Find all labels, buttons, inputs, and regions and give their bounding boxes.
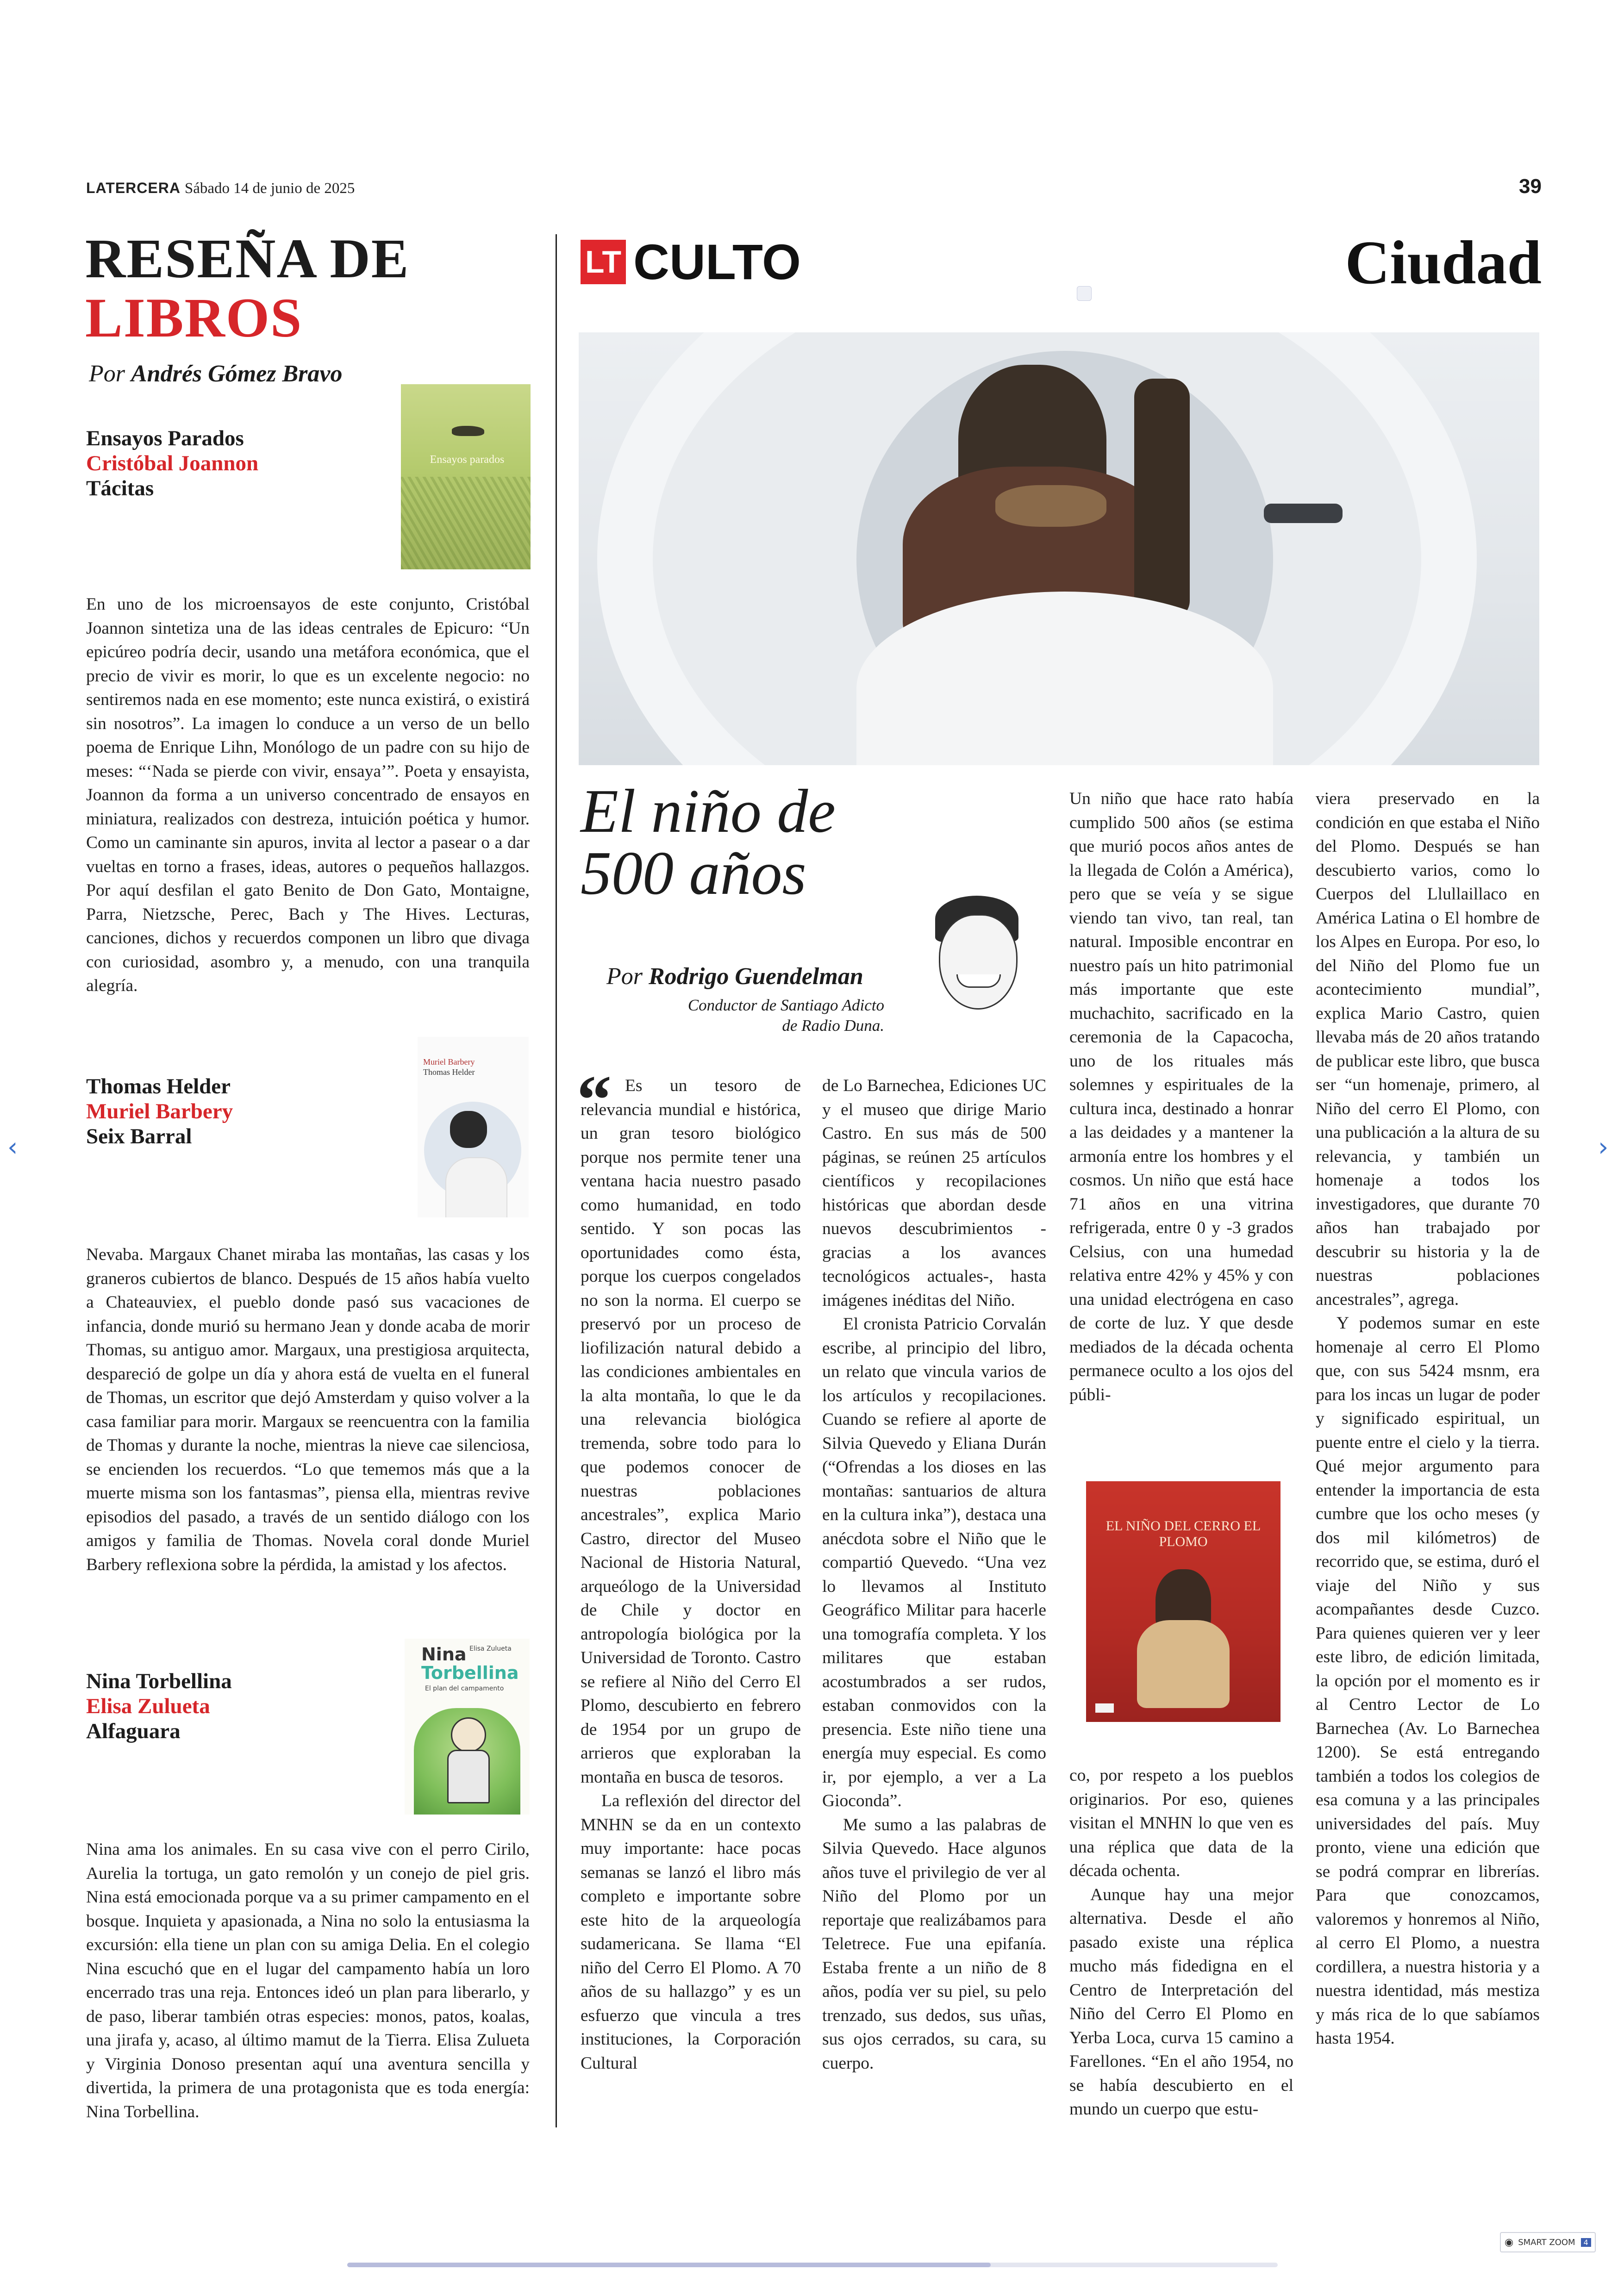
book-review-2	[86, 1243, 530, 1577]
issue-date: Sábado 14 de junio de 2025	[184, 180, 355, 197]
eye-icon: ◉	[1505, 2236, 1514, 2248]
previous-page-arrow-icon[interactable]: ‹	[7, 1132, 18, 1162]
book-review-3	[86, 1838, 530, 2124]
review-text: Nina ama los animales. En su casa vive con el perro Cirilo, Aurelia la tortuga, un gato remolón y un conejo de piel gris. Nina está emocionada porque va a su primer campamento en el bosque. Inquieta y apasionada, a Nina no solo la entusiasma la excursión: ella tiene un plan con su amiga Delia. En el colegio Nina escuchó que en el lugar del campamento había un loro encerrado tras una reja. Entonces ideó un plan para liberarlo, y de paso, liberar también otras especies: monos, patos, koalas, una jirafa y, acaso, al último mamut de la Tierra. Elisa Zulueta y Virginia Donoso presentan aquí una aventura sencilla y divertida, la primera de una protagonista que es toda energía: Nina Torbellina.	[86, 1840, 530, 2121]
book-author: Muriel Barbery	[86, 1099, 233, 1123]
page-number: 39	[1519, 175, 1542, 198]
cover-subtitle: El plan del campamento	[425, 1685, 504, 1692]
page-header	[86, 180, 355, 197]
article-byline	[606, 963, 863, 990]
paragraph: La reflexión del director del MNHN se da en un contexto muy importante: hace pocas semanas se lanzó el libro más completo e importante sobre este hito de la arqueología sudamericana. Se llama “El niño del Cerro El Plomo. A 70 años de su hallazgo” y es un esfuerzo que vincula a tres instituciones, la Corporación Cultural	[581, 1791, 801, 2073]
section-title-line-1: RESEÑA DE	[85, 228, 410, 290]
paragraph: de Lo Barnechea, Ediciones UC y el museo que dirige Mario Castro. En sus más de 500 páginas, se reúnen 25 artículos científicos y recopilaciones históricas que abordan desde nuevos descubrimientos -gracias a los avances tecnológicos actuales-, hasta imágenes inéditas del Niño.	[822, 1076, 1046, 1310]
paragraph: Es un tesoro de relevancia mundial e histórica, un gran tesoro biológico porque nos permite tener una ventana hacia nuestro pasado como humanidad, en todo sentido. Y son pocas las oportunidades como ésta, porque los cuerpos congelados no son la norma. El cuerpo se preservó por un proceso de liofilización natural debido a las condiciones ambientales en la alta montaña, lo que le da una relevancia biológica tremenda, sobre todo para lo que podemos conocer de nuestras poblaciones ancestrales”, explica Mario Castro, director del Museo Nacional de Historia Natural, arqueólogo de la Universidad de Chile y doctor en antropología biológica por la Universidad de Toronto. Castro se refiere al Niño del Cerro El Plomo, descubierto en febrero de 1954 por un grupo de arrieros que exploraban la montaña en busca de tesoros.	[581, 1076, 801, 1787]
section-heading-ciudad: Ciudad	[1345, 228, 1542, 297]
smart-zoom-badge: 4	[1581, 2238, 1591, 2247]
book-title: Nina Torbellina	[86, 1669, 232, 1693]
byline-name: Rodrigo Guendelman	[649, 963, 863, 990]
paragraph: co, por respeto a los pueblos originarios. Por eso, quienes visitan el MNHN lo que ven es una réplica que data de la década ochenta.	[1069, 1766, 1293, 1880]
byline-prefix: Por	[89, 361, 125, 387]
book-author: Elisa Zulueta	[86, 1694, 210, 1718]
culto-logo	[581, 234, 801, 290]
column-divider	[556, 234, 557, 2127]
masthead-brand: LATERCERA	[86, 180, 181, 196]
paragraph: Un niño que hace rato había cumplido 500 años (se estima que murió pocos años antes de la llegada de Colón a América), pero que se veía y se sigue viendo tan vivo, tan real, tan natural. Imposible encontrar en nuestro país un hito patrimonial más importante que este muchachito, sacrificado en la ceremonia de la Capacocha, uno de los rituales más solemnes y espirituales de la cultura inca, destinado a honrar a las deidades y a mantener la armonía entre los hombres y el cosmos. Un niño que está hace 71 años en una vitrina refrigerada, entre 0 y -3 grados Celsius, con una humedad relativa entre 42% y 45% y con una unidad electrógena en caso de corte de luz. Y que desde mediados de la década ochenta permanece oculto a los ojos del públi-	[1069, 789, 1293, 1404]
author-role-line-2: de Radio Duna.	[782, 1017, 884, 1035]
cover-title: Thomas Helder	[423, 1067, 475, 1077]
article-column-1	[581, 1074, 801, 2075]
book-publisher: Tácitas	[86, 476, 154, 500]
book-title: Ensayos Parados	[86, 426, 244, 450]
scrollbar-thumb[interactable]	[347, 2263, 991, 2267]
book-publisher: Seix Barral	[86, 1124, 192, 1148]
byline-name: Andrés Gómez Bravo	[131, 361, 343, 387]
cover-author: Muriel Barbery	[423, 1057, 475, 1066]
article-headline	[581, 777, 836, 907]
cover-title-line-2: Torbellina	[421, 1663, 519, 1683]
book-review-1	[86, 592, 530, 998]
culto-wordmark: CULTO	[633, 234, 801, 290]
lt-logo-box: LT	[581, 240, 626, 284]
book-cover-thomas-helder	[418, 1037, 529, 1217]
article-column-2	[822, 1074, 1046, 2075]
book-author: Cristóbal Joannon	[86, 451, 259, 475]
smart-zoom-label: SMART ZOOM	[1518, 2237, 1575, 2247]
headline-line-1: El niño de	[581, 777, 836, 845]
review-text: Nevaba. Margaux Chanet miraba las montañas, las casas y los graneros cubiertos de blanco. Después de 15 años había vuelto a Chateauviex, el pueblo donde pasó sus vacaciones de infancia, donde murió su hermano Jean y donde acaba de morir Thomas, su antiguo amor. Margaux, una prestigiosa arquitecta, despareció de golpe un día y ahora está de vuelta en el funeral de Thomas, un escritor que dejó Amsterdam y quiso volver a la casa familiar para morir. Margaux se reencuentra con la familia de Thomas y durante la noche, mientras la nieve cae silenciosa, se encienden los recuerdos. “Lo que tememos más que a la muerte misma son los fantasmas”, piensa ella, mientras revive episodios del pasado, a través de un sentido diálogo con los amigos y familia de Thomas. Novela coral donde Muriel Barbery reflexiona sobre la pérdida, la amistad y los afectos.	[86, 1245, 530, 1574]
review-byline	[89, 360, 342, 387]
book-title: Thomas Helder	[86, 1074, 231, 1098]
byline-prefix: Por	[606, 963, 643, 990]
next-page-arrow-icon[interactable]: ›	[1598, 1132, 1609, 1162]
author-role-line-1: Conductor de Santiago Adicto	[687, 996, 884, 1014]
quote-mark-icon: “	[577, 1061, 612, 1138]
article-column-3	[1069, 787, 1293, 1407]
book-credits-2	[86, 1074, 233, 1149]
cover-title: EL NIÑO DEL CERRO EL PLOMO	[1106, 1518, 1261, 1549]
book-cover-nino-cerro-plomo	[1086, 1481, 1280, 1722]
article-column-4	[1316, 787, 1540, 2051]
author-portrait	[926, 891, 1028, 1030]
headline-line-2: 500 años	[581, 839, 806, 907]
paragraph: Y podemos sumar en este homenaje al cerro El Plomo que, con sus 5424 msnm, era para los incas un lugar de poder y significado espiritual, un puente entre el cielo y la tierra. Qué mejor argumento para entender la importancia de esta cumbre que los ocho meses (y dos mil kilómetros) de recorrido que, se estima, duró el viaje del Niño y sus acompañantes desde Cuzco. Para quienes quieren ver y leer este libro, de edición limitada, la opción por el momento es ir al Centro Lector de Lo Barnechea (Av. Lo Barnechea 1200). Se está entregando también a todos los colegios de esa comuna y a las principales universidades del país. Muy pronto, viene una edición que se podrá comprar en librerías. Para que conozcamos, valoremos y honremos al Niño, al cerro El Plomo, a nuestra cordillera, a nuestra historia y a nuestra identidad, más mestiza y más rica de lo que sabíamos hasta 1954.	[1316, 1314, 1540, 2048]
section-title	[85, 229, 410, 348]
paragraph: Aunque hay una mejor alternativa. Desde el año pasado existe una réplica mucho más fidedigna en el Centro de Interpretación del Niño del Cerro El Plomo en Yerba Loca, curva 15 camino a Farellones. “En el año 1954, no se había descubierto en el mundo un cuerpo que estu-	[1069, 1885, 1293, 2119]
cover-title-line-1: Nina	[421, 1644, 467, 1665]
review-text: En uno de los microensayos de este conjunto, Cristóbal Joannon sintetiza una de las ideas centrales de Epicuro: “Un epicúreo podría decir, usando una metáfora económica, que el precio de vivir es morir, lo que es un excelente negocio: no sentiremos nada en ese momento; este nunca existirá, o existirá sin nosotros”. La imagen lo conduce a un verso de un bello poema de Enrique Lihn, Monólogo de un padre con su hijo de meses: “‘Nada se pierde con vivir, ensaya’”. Poeta y ensayista, Joannon da forma a un universo concentrado de ensayos en miniatura, realizados con destreza, intuición poética y humor. Como un caminante sin apuros, invita al lector a pasear o a dar vueltas en torno a frases, ideas, autores o pequeños hallazgos. Por aquí desfilan el gato Benito de Don Gato, Montaigne, Parra, Nietzsche, Perec, Bach y The Hives. Lecturas, canciones, dichos y recuerdos componen un libro que divaga con curiosidad, asombro y, a menudo, con una tranquila alegría.	[86, 595, 530, 995]
smart-zoom-control[interactable]	[1500, 2232, 1596, 2252]
section-title-line-2: LIBROS	[85, 287, 303, 349]
article-column-3-continued	[1069, 1764, 1293, 2121]
hero-photo-mummy-scan	[579, 332, 1539, 765]
page-scrollbar[interactable]	[347, 2263, 1278, 2267]
book-cover-ensayos-parados	[401, 384, 531, 569]
cover-title: Ensayos parados	[430, 454, 505, 466]
book-credits-3	[86, 1669, 232, 1744]
cover-author: Elisa Zulueta	[469, 1645, 512, 1653]
book-credits-1	[86, 426, 258, 501]
book-publisher: Alfaguara	[86, 1719, 181, 1743]
author-role	[602, 995, 884, 1036]
book-cover-nina-torbellina	[405, 1639, 530, 1815]
bookmark-marker-icon[interactable]	[1077, 286, 1092, 301]
paragraph: El cronista Patricio Corvalán escribe, al principio del libro, un relato que vincula varios de los artículos y recopilaciones. Cuando se refiere al aporte de Silvia Quevedo y Eliana Durán (“Ofrendas a los dioses en las montañas: santuarios de altura en la cultura inka”), destaca una anécdota sobre el Niño que le compartió Quevedo. “Una vez lo llevamos al Instituto Geográfico Militar para hacerle una tomografía completa. Y los militares que estaban acostumbrados a ser rudos, estaban conmovidos con la presencia. Este niño tiene una energía muy especial. Es como ir, por ejemplo, a ver a La Gioconda”.	[822, 1315, 1046, 1810]
paragraph: Me sumo a las palabras de Silvia Quevedo. Hace algunos años tuve el privilegio de ver al Niño del Plomo por un reportaje que realizábamos para Teletrece. Fue una epifanía. Estaba frente a un niño de 8 años, podía ver su piel, su pelo trenzado, sus dedos, sus uñas, sus ojos cerrados, su cara, su cuerpo.	[822, 1815, 1046, 2073]
paragraph: viera preservado en la condición en que estaba el Niño del Plomo. Después se han descubierto varios, como lo Cuerpos del Llullaillaco en América Latina o El hombre de los Alpes en Europa. Por eso, lo del Niño del Plomo fue un acontecimiento mundial”, explica Mario Castro, quien llevaba más de 20 años tratando de publicar este libro, que busca ser “un homenaje, primero, al Niño del cerro El Plomo, con una publicación a la altura de su relevancia, y también un homenaje a todos los investigadores, que durante 70 años han trabajado por descubrir su historia y la de nuestras poblaciones ancestrales”, agrega.	[1316, 789, 1540, 1309]
